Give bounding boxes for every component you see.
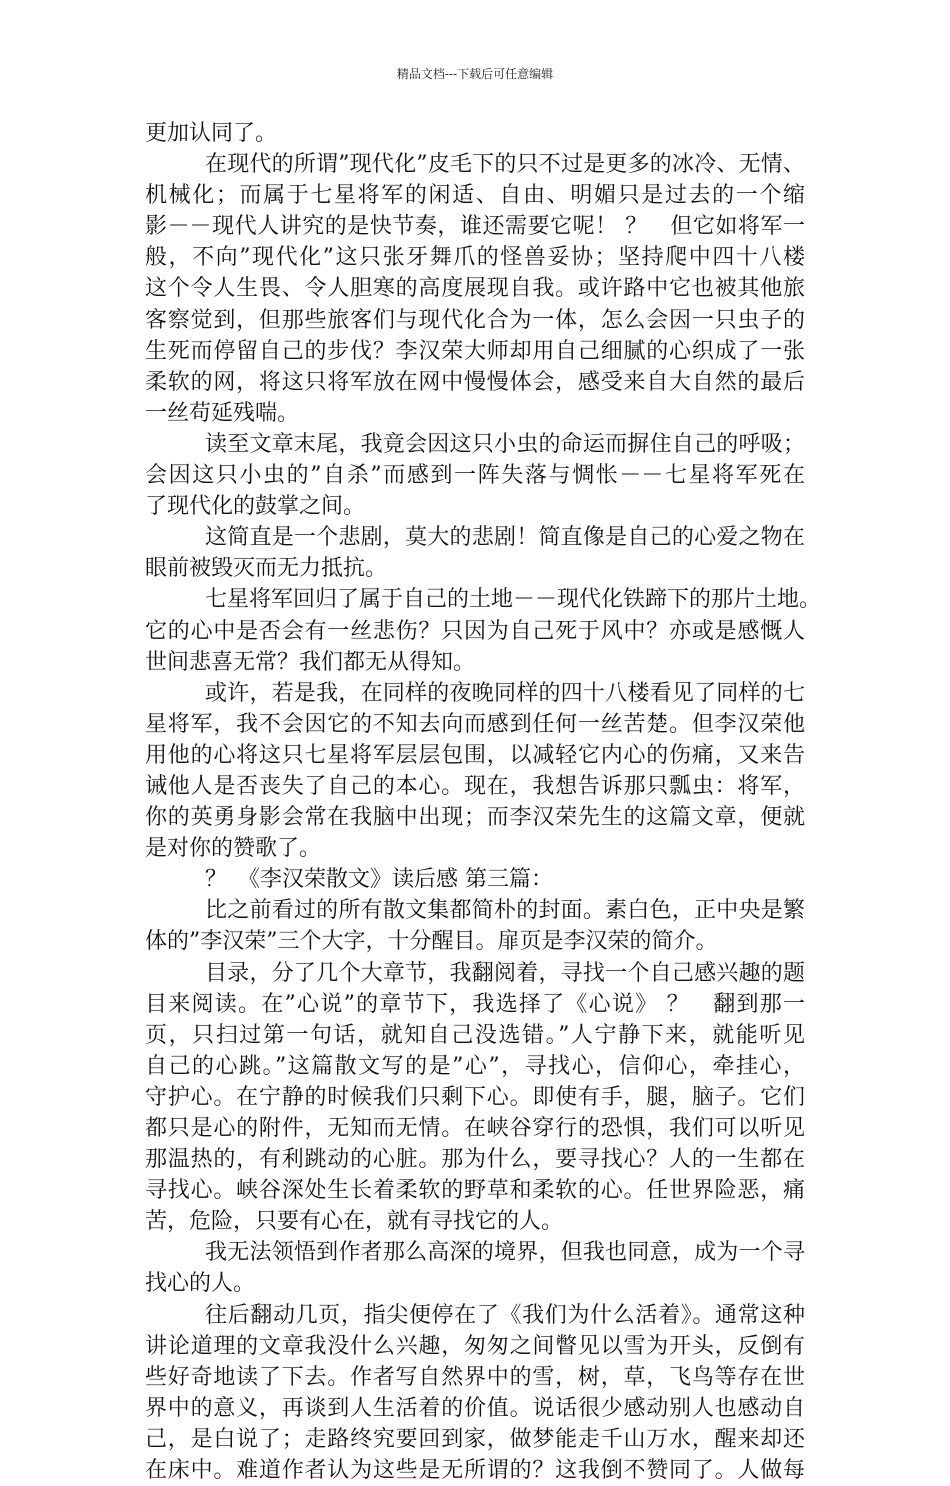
text-line: 星将军，我不会因它的不知去向而感到任何一丝苦楚。但李汉荣他 (145, 711, 805, 737)
paragraph (145, 678, 805, 865)
text-line: 苦，危险，只要有心在，就有寻找它的人。 (145, 1209, 564, 1235)
text-line: 目来阅读。在”心说”的章节下，我选择了《心说》 ？ 翻到那一 (145, 991, 805, 1017)
paragraph (145, 522, 805, 584)
text-line: 界中的意义，再谈到人生活着的价值。说话很少感动别人也感动自 (145, 1395, 805, 1421)
text-line: 般，不向”现代化”这只张牙舞爪的怪兽妥协；坚持爬中四十八楼 (145, 245, 805, 271)
paragraph (145, 149, 805, 429)
document-body (145, 118, 822, 1486)
text-line: 生死而停留自己的步伐？李汉荣大师却用自己细腻的心织成了一张 (145, 338, 805, 364)
text-line: 在床中。难道作者认为这些是无所谓的？这我倒不赞同了。人做每 (145, 1458, 805, 1484)
text-line: 守护心。在宁静的时候我们只剩下心。即使有手，腿，脑子。它们 (145, 1084, 805, 1110)
paragraph (145, 1300, 805, 1486)
text-line: 会因这只小虫的”自杀”而感到一阵失落与惆怅－－七星将军死在 (145, 463, 805, 489)
text-line: 更加认同了。 (145, 121, 278, 146)
text-line: 了现代化的鼓掌之间。 (145, 494, 366, 520)
text-line: 柔软的网，将这只将军放在网中慢慢体会，感受来自大自然的最后 (145, 369, 805, 395)
text-line: 诫他人是否丧失了自己的本心。现在，我想告诉那只瓢虫：将军， (145, 773, 805, 799)
text-line: 寻找心。峡谷深处生长着柔软的野草和柔软的心。任世界险恶，痛 (145, 1178, 805, 1204)
text-line: 是对你的赞歌了。 (145, 836, 322, 862)
text-line: 都只是心的附件，无知而无情。在峡谷穿行的恐惧，我们可以听见 (145, 1116, 805, 1141)
paragraph (145, 1237, 805, 1299)
text-line: 或许，若是我，在同样的夜晚同样的四十八楼看见了同样的七 (205, 680, 805, 706)
page-header: 精品文档---下载后可任意编辑 (396, 67, 554, 81)
text-line: 比之前看过的所有散文集都简朴的封面。素白色，正中央是繁 (205, 898, 805, 924)
text-line: 我无法领悟到作者那么高深的境界，但我也同意，成为一个寻 (205, 1240, 805, 1266)
text-line: 它的心中是否会有一丝悲伤？只因为自己死于风中？亦或是感慨人 (145, 618, 805, 644)
text-line: 客察觉到，但那些旅客们与现代化合为一体，怎么会因一只虫子的 (145, 307, 805, 333)
text-line: ？ 《李汉荣散文》读后感 第三篇： (205, 867, 553, 893)
text-line: 影－－现代人讲究的是快节奏，谁还需要它呢！ ？ 但它如将军一 (145, 214, 805, 240)
text-line: 你的英勇身影会常在我脑中出现；而李汉荣先生的这篇文章，便就 (145, 805, 805, 831)
text-line: 些好奇地读了下去。作者写自然界中的雪，树，草，飞鸟等存在世 (145, 1364, 805, 1390)
text-line: 找心的人。 (145, 1271, 256, 1297)
paragraph (145, 429, 805, 522)
text-line: 这简直是一个悲剧，莫大的悲剧！简直像是自己的心爱之物在 (205, 525, 805, 551)
paragraph (145, 864, 805, 895)
text-line: 讲论道理的文章我没什么兴趣，匆匆之间瞥见以雪为开头，反倒有 (145, 1333, 805, 1359)
text-line: 页，只扫过第一句话，就知自己没选错。”人宁静下来，就能听见 (145, 1022, 805, 1048)
text-line: 世间悲喜无常？我们都无从得知。 (145, 649, 476, 675)
paragraph (145, 584, 822, 677)
text-line: 这个令人生畏、令人胆寒的高度展现自我。或许路中它也被其他旅 (145, 276, 805, 302)
text-line: 在现代的所谓”现代化”皮毛下的只不过是更多的冰冷、无情、 (205, 152, 805, 178)
paragraph (145, 895, 805, 957)
text-line: 用他的心将这只七星将军层层包围，以减轻它内心的伤痛，又来告 (145, 742, 805, 768)
text-line: 七星将军回归了属于自己的土地－－现代化铁蹄下的那片土地。 (205, 587, 822, 613)
paragraph (145, 958, 805, 1238)
text-line: 体的”李汉荣”三个大字，十分醒目。扉页是李汉荣的简介。 (145, 929, 718, 955)
text-line: 自己的心跳。”这篇散文写的是”心”，寻找心，信仰心，牵挂心， (145, 1053, 805, 1079)
text-line: 往后翻动几页，指尖便停在了《我们为什么活着》。通常这种 (205, 1302, 805, 1328)
text-line: 一丝苟延残喘。 (145, 400, 300, 426)
paragraph (145, 118, 805, 149)
text-line: 己，是白说了；走路终究要回到家，做梦能走千山万水，醒来却还 (145, 1426, 805, 1452)
text-line: 那温热的，有利跳动的心脏。那为什么，要寻找心？人的一生都在 (145, 1147, 805, 1173)
text-line: 机械化；而属于七星将军的闲适、自由、明媚只是过去的一个缩 (145, 183, 805, 209)
text-line: 目录，分了几个大章节，我翻阅着，寻找一个自己感兴趣的题 (205, 960, 805, 986)
text-line: 读至文章末尾，我竟会因这只小虫的命运而摒住自己的呼吸； (205, 431, 805, 457)
text-line: 眼前被毁灭而无力抵抗。 (145, 556, 388, 582)
